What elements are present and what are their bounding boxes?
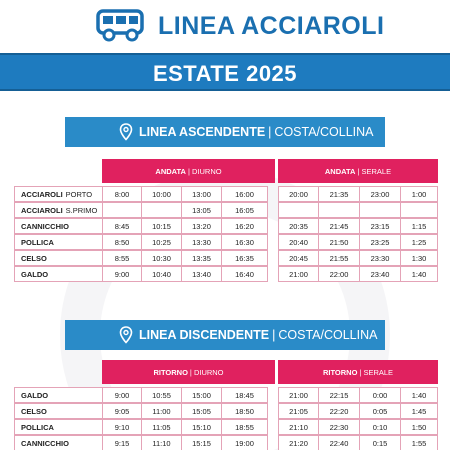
stop-name: ACCIAROLI PORTO xyxy=(14,186,106,202)
time-cell-serale: 22:20 xyxy=(319,403,360,419)
time-cell-serale: 1:30 xyxy=(401,250,438,266)
time-cell-diurno: 15:10 xyxy=(182,419,222,435)
stop-name: CANNICCHIO xyxy=(14,218,106,234)
time-cell-serale: 22:00 xyxy=(319,266,360,282)
table-row xyxy=(14,435,438,450)
time-cell-serale: 20:40 xyxy=(278,234,319,250)
time-cell-serale: 22:30 xyxy=(319,419,360,435)
time-cell-diurno: 10:00 xyxy=(142,186,182,202)
time-cell-diurno: 10:15 xyxy=(142,218,182,234)
time-cell-diurno: 8:50 xyxy=(102,234,142,250)
time-cell-diurno: 15:00 xyxy=(182,387,222,403)
table-row xyxy=(14,234,438,250)
time-cell-serale: 21:00 xyxy=(278,387,319,403)
time-cell-serale: 1:55 xyxy=(401,435,438,450)
time-cell-serale: 23:30 xyxy=(360,250,401,266)
time-cell-serale: 21:10 xyxy=(278,419,319,435)
time-cell-diurno: 15:15 xyxy=(182,435,222,450)
time-cell-serale xyxy=(278,202,319,218)
time-cell-serale: 21:20 xyxy=(278,435,319,450)
location-pin-icon xyxy=(119,123,133,141)
time-cell-diurno xyxy=(142,202,182,218)
time-cell-serale: 0:10 xyxy=(360,419,401,435)
time-cell-diurno: 9:05 xyxy=(102,403,142,419)
time-cell-diurno: 13:00 xyxy=(182,186,222,202)
table-row xyxy=(14,266,438,282)
time-cell-serale: 1:15 xyxy=(401,218,438,234)
time-cell-diurno: 10:40 xyxy=(142,266,182,282)
time-cell-diurno: 16:35 xyxy=(222,250,268,266)
time-cell-diurno: 16:05 xyxy=(222,202,268,218)
time-cell-diurno: 18:50 xyxy=(222,403,268,419)
header-andata-serale: ANDATA | SERALE xyxy=(278,159,438,183)
time-cell-diurno: 9:10 xyxy=(102,419,142,435)
time-cell-diurno: 8:45 xyxy=(102,218,142,234)
time-cell-serale: 21:50 xyxy=(319,234,360,250)
time-cell-serale xyxy=(360,202,401,218)
time-cell-diurno: 18:45 xyxy=(222,387,268,403)
header-ritorno-diurno: RITORNO | DIURNO xyxy=(102,360,275,384)
time-cell-diurno: 8:00 xyxy=(102,186,142,202)
stop-name: GALDO xyxy=(14,387,106,403)
stop-name: ACCIAROLI S.PRIMO xyxy=(14,202,106,218)
location-pin-icon xyxy=(119,326,133,344)
season-title: ESTATE 2025 xyxy=(152,61,298,86)
time-cell-serale: 23:40 xyxy=(360,266,401,282)
time-cell-serale: 20:45 xyxy=(278,250,319,266)
time-cell-diurno: 16:20 xyxy=(222,218,268,234)
time-cell-serale: 0:05 xyxy=(360,403,401,419)
time-cell-diurno: 13:05 xyxy=(182,202,222,218)
time-cell-serale: 21:55 xyxy=(319,250,360,266)
table-row xyxy=(14,250,438,266)
stop-name: CELSO xyxy=(14,250,106,266)
stop-name: CELSO xyxy=(14,403,106,419)
stop-name: CANNICCHIO xyxy=(14,435,106,450)
time-cell-diurno: 10:30 xyxy=(142,250,182,266)
time-cell-diurno: 16:00 xyxy=(222,186,268,202)
table-row xyxy=(14,387,438,403)
stop-name: POLLICA xyxy=(14,234,106,250)
time-cell-diurno: 10:25 xyxy=(142,234,182,250)
time-cell-serale: 21:05 xyxy=(278,403,319,419)
table-row xyxy=(14,218,438,234)
line-title: LINEA DISCENDENTE | COSTA/COLLINA xyxy=(139,328,378,342)
time-cell-diurno xyxy=(102,202,142,218)
time-cell-serale: 1:00 xyxy=(401,186,438,202)
time-cell-serale: 21:45 xyxy=(319,218,360,234)
time-cell-serale: 1:45 xyxy=(401,403,438,419)
season-banner xyxy=(0,53,450,91)
line-title: LINEA ASCENDENTE | COSTA/COLLINA xyxy=(139,125,374,139)
time-cell-diurno: 8:55 xyxy=(102,250,142,266)
time-cell-serale: 21:00 xyxy=(278,266,319,282)
stop-name: POLLICA xyxy=(14,419,106,435)
table-row xyxy=(14,419,438,435)
time-cell-diurno: 11:05 xyxy=(142,419,182,435)
time-cell-diurno: 11:10 xyxy=(142,435,182,450)
time-cell-diurno: 11:00 xyxy=(142,403,182,419)
time-cell-serale: 22:15 xyxy=(319,387,360,403)
time-cell-serale: 23:15 xyxy=(360,218,401,234)
time-cell-diurno: 9:00 xyxy=(102,266,142,282)
time-cell-diurno: 19:00 xyxy=(222,435,268,450)
stop-name: GALDO xyxy=(14,266,106,282)
time-cell-diurno: 16:40 xyxy=(222,266,268,282)
time-cell-serale: 0:15 xyxy=(360,435,401,450)
time-cell-serale: 21:35 xyxy=(319,186,360,202)
table-row xyxy=(14,403,438,419)
page-header xyxy=(0,6,450,46)
time-cell-diurno: 13:30 xyxy=(182,234,222,250)
time-cell-serale: 20:00 xyxy=(278,186,319,202)
time-cell-serale: 1:40 xyxy=(401,266,438,282)
time-cell-diurno: 15:05 xyxy=(182,403,222,419)
time-cell-diurno: 13:35 xyxy=(182,250,222,266)
time-cell-diurno: 13:20 xyxy=(182,218,222,234)
time-cell-diurno: 10:55 xyxy=(142,387,182,403)
time-cell-serale: 1:25 xyxy=(401,234,438,250)
time-cell-serale: 22:40 xyxy=(319,435,360,450)
time-cell-serale xyxy=(401,202,438,218)
time-cell-serale: 20:35 xyxy=(278,218,319,234)
time-cell-diurno: 18:55 xyxy=(222,419,268,435)
page-title: LINEA ACCIAROLI xyxy=(158,12,385,40)
bus-icon xyxy=(96,8,146,42)
table-row xyxy=(14,186,438,202)
table-row xyxy=(14,202,438,218)
time-cell-serale: 0:00 xyxy=(360,387,401,403)
time-cell-serale: 23:25 xyxy=(360,234,401,250)
time-cell-diurno: 9:15 xyxy=(102,435,142,450)
time-cell-serale xyxy=(319,202,360,218)
header-ritorno-serale: RITORNO | SERALE xyxy=(278,360,438,384)
header-andata-diurno: ANDATA | DIURNO xyxy=(102,159,275,183)
time-cell-diurno: 16:30 xyxy=(222,234,268,250)
time-cell-serale: 1:50 xyxy=(401,419,438,435)
time-cell-serale: 1:40 xyxy=(401,387,438,403)
time-cell-diurno: 13:40 xyxy=(182,266,222,282)
line-ascendente-bar xyxy=(65,117,385,147)
time-cell-serale: 23:00 xyxy=(360,186,401,202)
line-discendente-bar xyxy=(65,320,385,350)
time-cell-diurno: 9:00 xyxy=(102,387,142,403)
